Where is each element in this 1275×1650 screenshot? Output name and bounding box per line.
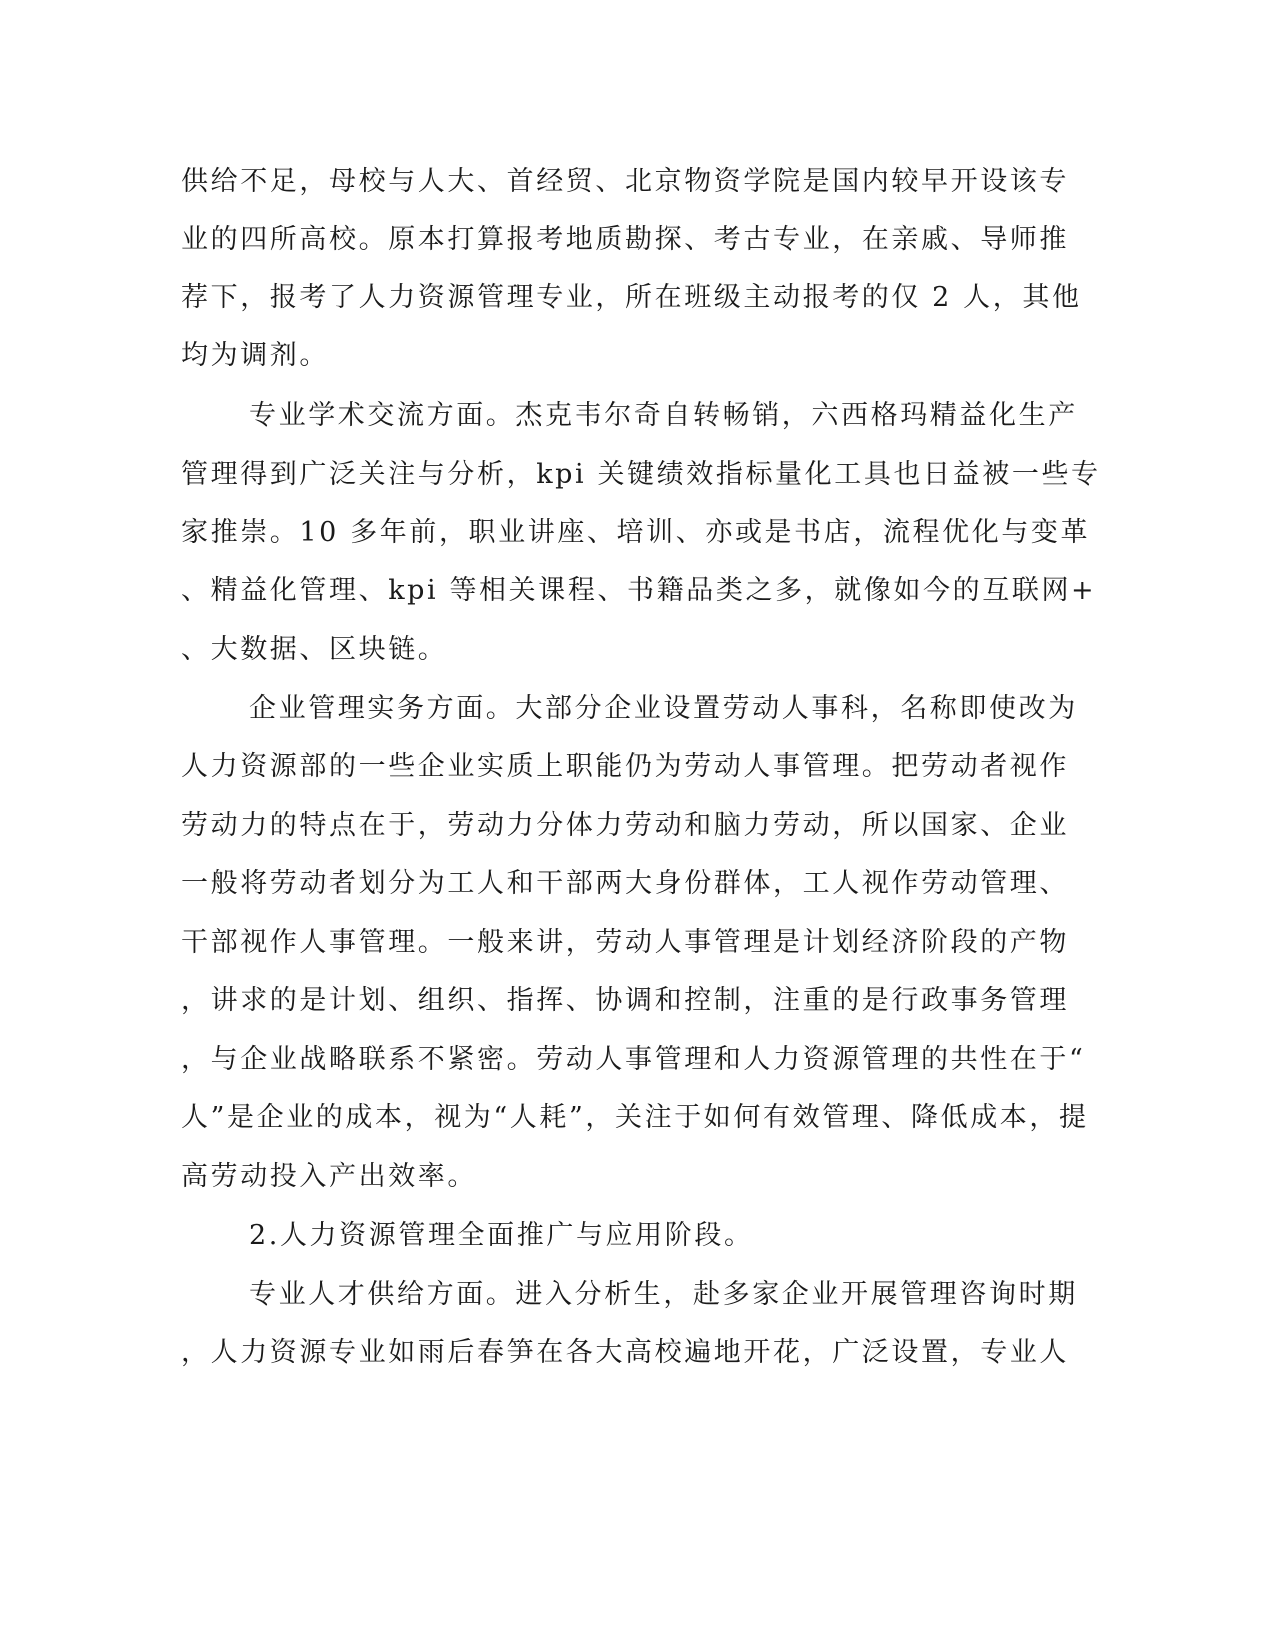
- section-heading: 2.人力资源管理全面推广与应用阶段。: [249, 1220, 754, 1251]
- text-line: ，与企业战略联系不紧密。劳动人事管理和人力资源管理的共性在于“: [181, 1044, 1086, 1075]
- text-line: 管理得到广泛关注与分析，kpi 关键绩效指标量化工具也日益被一些专: [181, 459, 1101, 490]
- text-line: 人力资源部的一些企业实质上职能仍为劳动人事管理。把劳动者视作: [181, 751, 1069, 782]
- text-line: 人”是企业的成本，视为“人耗”，关注于如何有效管理、降低成本，提: [181, 1102, 1089, 1133]
- text-line: 均为调剂。: [181, 340, 329, 371]
- text-line: 劳动力的特点在于，劳动力分体力劳动和脑力劳动，所以国家、企业: [181, 810, 1069, 841]
- text-line: 荐下，报考了人力资源管理专业，所在班级主动报考的仅 2 人，其他: [181, 282, 1082, 313]
- text-line: ，讲求的是计划、组织、指挥、协调和控制，注重的是行政事务管理: [181, 985, 1069, 1016]
- text-line: 干部视作人事管理。一般来讲，劳动人事管理是计划经济阶段的产物: [181, 927, 1069, 958]
- text-line: 高劳动投入产出效率。: [181, 1161, 477, 1192]
- paragraph-first-line: 专业人才供给方面。进入分析生，赴多家企业开展管理咨询时期: [249, 1279, 1078, 1310]
- text-line: 业的四所高校。原本打算报考地质勘探、考古专业，在亲戚、导师推: [181, 224, 1069, 255]
- text-line: 供给不足，母校与人大、首经贸、北京物资学院是国内较早开设该专: [181, 166, 1069, 197]
- text-line: 、大数据、区块链。: [181, 634, 448, 665]
- text-line: ，人力资源专业如雨后春笋在各大高校遍地开花，广泛设置，专业人: [181, 1337, 1069, 1368]
- text-line: 、精益化管理、kpi 等相关课程、书籍品类之多，就像如今的互联网+: [181, 575, 1097, 606]
- paragraph-first-line: 企业管理实务方面。大部分企业设置劳动人事科，名称即使改为: [249, 693, 1078, 724]
- paragraph-first-line: 专业学术交流方面。杰克韦尔奇自转畅销，六西格玛精益化生产: [249, 400, 1078, 431]
- text-line: 一般将劳动者划分为工人和干部两大身份群体，工人视作劳动管理、: [181, 868, 1069, 899]
- text-line: 家推崇。10 多年前，职业讲座、培训、亦或是书店，流程优化与变革: [181, 517, 1091, 548]
